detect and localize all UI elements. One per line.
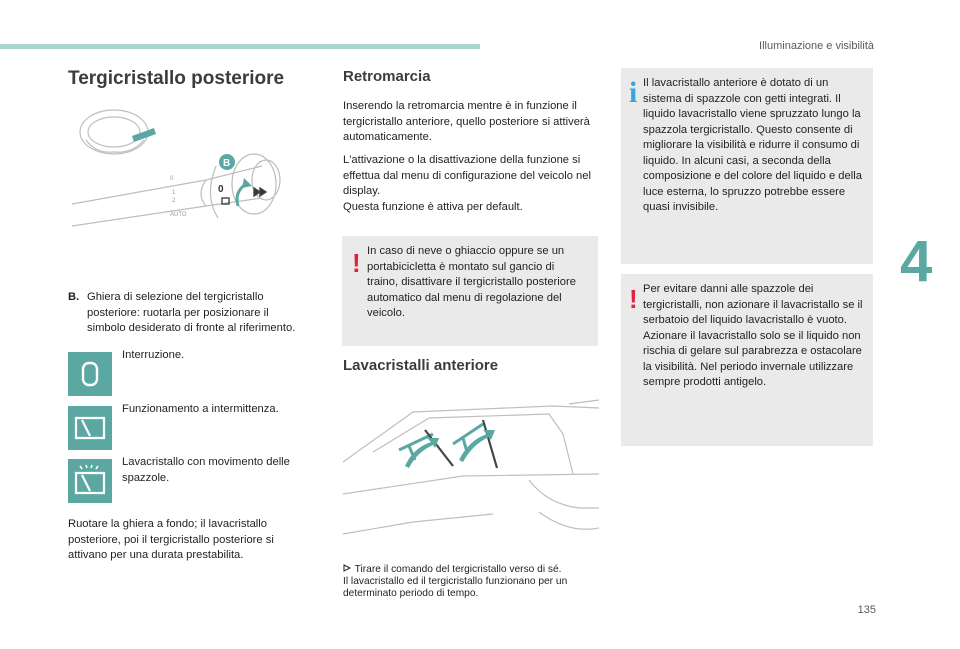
caption-label: B. [68, 291, 80, 303]
washer-instruction [343, 564, 603, 600]
switch-label-2: 2 [172, 198, 176, 204]
windscreen-drawing [343, 394, 599, 554]
warning-icon: ! [352, 248, 361, 278]
switch-label-auto: AUTO [170, 212, 187, 218]
rear-washer-icon [68, 459, 112, 503]
rear-wiper-off-icon [68, 352, 112, 396]
arrow-bullet-icon [343, 564, 352, 576]
svg-text:0: 0 [218, 184, 224, 195]
wiper-stalk-illustration [66, 106, 296, 240]
reverse-paragraph-1: Inserendo la retromarcia mentre è in funzione il tergicristallo anteriore, quello posteriore si attiverà automaticamente. [343, 100, 590, 143]
reverse-gear-title: Retromarcia [343, 68, 431, 85]
ring-caption [68, 290, 308, 337]
top-accent-bar [0, 44, 480, 49]
wiper-stalk-drawing [66, 106, 296, 240]
rear-wiper-footer-text: Ruotare la ghiera a fondo; il lavacristallo posteriore, poi il tergicristallo posteriore si attivano per una durata prestabilita. [68, 518, 274, 561]
rear-wiper-intermittent-icon [68, 406, 112, 450]
front-washers-title: Lavacristalli anteriore [343, 357, 499, 374]
washer-info-text: Il lavacristallo anteriore è dotato di un sistema di spazzole con getti integrati. Il liquido lavacristallo viene spruzzato lungo la spazzola tergicristallo. Questo consente di migliorare la visibilità e ridurre il consumo di liquido. In alcuni casi, a seconda della composizione e del colore del liquido e della luce esterna, lo spruzzo potrebbe essere quasi invisibile. [643, 77, 862, 213]
washer-warning-box [621, 274, 873, 446]
section-title: Illuminazione e visibilità [759, 40, 874, 52]
page-number: 135 [857, 604, 876, 616]
instruction-line-1: Tirare il comando del tergicristallo verso di sé. [343, 564, 603, 576]
caption-text: Ghiera di selezione del tergicristallo posteriore: ruotarla per posizionare il simbolo desiderato di fronte al riferimento. [87, 291, 296, 334]
item-label-intermittent: Funzionamento a intermittenza. [122, 403, 279, 415]
callout-b-label: B [223, 158, 231, 169]
info-icon: i [629, 76, 638, 109]
switch-label-1: 1 [172, 190, 176, 196]
chapter-number: 4 [900, 229, 933, 294]
rear-wiper-title: Tergicristallo posteriore [68, 68, 285, 89]
reverse-paragraph-2: L'attivazione o la disattivazione della funzione si effettua dal menu di configurazione del veicolo nel display. [343, 154, 591, 197]
instruction-line-2: Il lavacristallo ed il tergicristallo funzionano per un determinato periodo di tempo. [343, 576, 568, 599]
reverse-paragraph-3: Questa funzione è attiva per default. [343, 201, 523, 213]
washer-info-box [621, 68, 873, 264]
item-label-washer: Lavacristallo con movimento delle spazzole. [122, 456, 290, 484]
reverse-warning-box [342, 236, 598, 346]
reverse-warning-text: In caso di neve o ghiaccio oppure se un portabicicletta è montato sul gancio di traino, disattivare il tergicristallo posteriore automatico dal menu di regolazione del veicolo. [367, 245, 576, 319]
washer-warning-text: Per evitare danni alle spazzole dei tergicristalli, non azionare il lavacristallo se il serbatoio del liquido lavacristallo è vuoto. Azionare il lavacristallo solo se il liquido non rischia di gelare sul parabrezza e ostacolare la visibilità. Nel periodo invernale utilizzare sempre prodotti antigelo. [643, 283, 863, 388]
item-label-off: Interruzione. [122, 349, 185, 361]
windscreen-washer-illustration [343, 394, 599, 554]
switch-label-0: 0 [170, 176, 174, 182]
warning-icon: ! [629, 284, 638, 314]
